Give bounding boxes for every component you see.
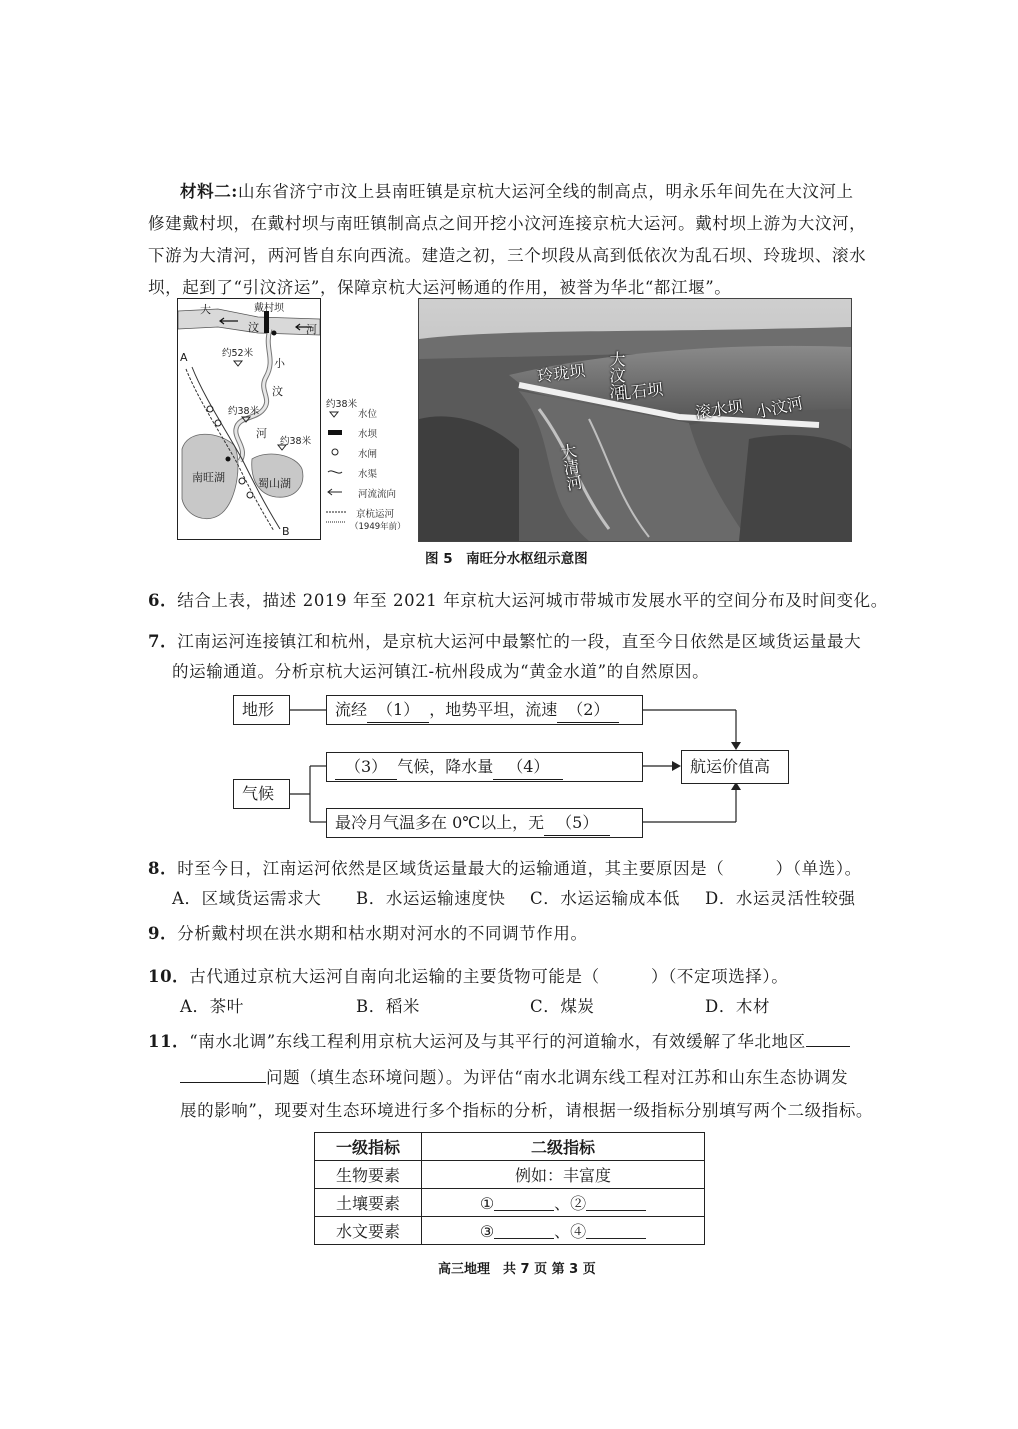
legend-elev-note: 约38米 <box>326 399 358 410</box>
q10-option-a: A．茶叶 <box>180 997 244 1016</box>
table-cell-second: 例如：丰富度 <box>422 1161 705 1189</box>
table-row <box>315 1189 705 1217</box>
map-label-wen2: 汶 <box>272 385 283 398</box>
question-11-line2: 问题（填生态环境问题）。为评估“南水北调东线工程对江苏和山东生态协调发 <box>180 1062 848 1094</box>
q11-blank-part1 <box>806 1026 850 1047</box>
photo-label-gunshui: 滚水坝 <box>694 396 745 423</box>
daicun-point <box>272 331 277 336</box>
photo-label-linglong: 玲珑坝 <box>536 360 587 387</box>
q10-option-b: B．稻米 <box>356 997 421 1016</box>
eco-indicator-table <box>314 1132 705 1245</box>
photo-label-luanshi: 乱石坝 <box>614 379 664 404</box>
table-cell-first: 土壤要素 <box>315 1189 422 1217</box>
material2-line1: 材料二:山东省济宁市汶上县南旺镇是京杭大运河全线的制高点，明永乐年间先在大汶河上 <box>180 182 854 201</box>
map-label-elev2: 约38米 <box>228 406 260 417</box>
flowchart-box-2: （3） 气候，降水量 （4） <box>326 752 643 782</box>
table-cell-first: 水文要素 <box>315 1217 422 1245</box>
blank-5: （5） <box>544 811 610 836</box>
question-7-line2: 的运输通道。分析京杭大运河镇江-杭州段成为“黄金水道”的自然原因。 <box>172 662 710 681</box>
map-drawing <box>178 299 320 539</box>
photo-label-xiaowenhe: 小汶河 <box>753 393 805 422</box>
q8-option-b: B．水运运输速度快 <box>356 889 506 908</box>
legend-canal: 水渠 <box>358 469 378 480</box>
table-header-second-level: 二级指标 <box>422 1133 705 1161</box>
sluice-mark-3 <box>239 478 245 484</box>
map-label-b: B <box>282 525 290 538</box>
q8-option-a: A．区域货运需求大 <box>172 889 322 908</box>
table-cell-first: 生物要素 <box>315 1161 422 1189</box>
q10-option-d: D．木材 <box>705 997 771 1016</box>
blank-4: （4） <box>493 755 563 780</box>
material2-line2: 修建戴村坝，在戴村坝与南旺镇制高点之间开挖小汶河连接京杭大运河。戴村坝上游为大汶河， <box>148 214 867 233</box>
daicun-dam-mark <box>264 311 269 333</box>
material2-label: 材料二: <box>180 182 238 201</box>
legend-water-level: 水位 <box>358 409 378 420</box>
flowchart-terrain-box: 地形 <box>233 695 290 725</box>
page-footer: 高三地理 共 7 页 第 3 页 <box>438 1262 596 1277</box>
table-row <box>315 1161 705 1189</box>
flowchart-climate-box: 气候 <box>233 779 290 809</box>
question-6: 6．结合上表，描述 2019 年至 2021 年京杭大运河城市带城市发展水平的空间分布及时间变化。 <box>148 591 888 610</box>
table-blank-2 <box>586 1192 646 1211</box>
map-label-he2: 河 <box>256 427 267 440</box>
sluice-mark-4 <box>247 492 253 498</box>
table-cell-second: ① 、② <box>422 1189 705 1217</box>
legend-dam: 水坝 <box>358 429 378 440</box>
figure5-caption: 图 5 南旺分水枢纽示意图 <box>425 551 588 567</box>
question-8: 8．时至今日，江南运河依然是区域货运量最大的运输通道，其主要原因是（ ）（单选）。 <box>148 859 862 878</box>
junction-point <box>226 457 231 462</box>
material2-line3: 下游为大清河，两河皆自东向西流。建造之初，三个坝段从高到低依次为乱石坝、玲珑坝、滚水 <box>148 246 867 265</box>
map-label-a: A <box>180 351 188 364</box>
map-label-xiao: 小 <box>274 357 285 370</box>
table-header-first-level: 一级指标 <box>315 1133 422 1161</box>
table-blank-4 <box>586 1220 646 1239</box>
map-label-daicunba: 戴村坝 <box>254 303 284 314</box>
question-11-line1: 11．“南水北调”东线工程利用京杭大运河及与其平行的河道输水，有效缓解了华北地区 <box>148 1026 850 1058</box>
map-label-he: 河 <box>306 323 317 336</box>
table-blank-3 <box>494 1220 554 1239</box>
question-11-line3: 展的影响”，现要对生态环境进行多个指标的分析，请根据一级指标分别填写两个二级指标。 <box>180 1101 874 1120</box>
blank-3: （3） <box>335 755 397 780</box>
sluice-mark-2 <box>215 420 221 426</box>
flowchart-box-1: 流经 （1） ，地势平坦，流速 （2） <box>326 695 643 725</box>
legend-grand-canal: 京杭运河 <box>356 509 395 520</box>
map-label-da: 大 <box>200 303 211 316</box>
photo-label-dawenhe: 大汶河 <box>607 351 626 399</box>
q8-option-d: D．水运灵活性较强 <box>705 889 856 908</box>
legend-flow: 河流流向 <box>358 489 397 500</box>
legend-grand-canal-note: （1949年前） <box>350 522 406 532</box>
flowchart-result-box: 航运价值高 <box>681 750 789 784</box>
blank-1: （1） <box>367 698 429 723</box>
nanwang-schematic-map <box>177 298 321 540</box>
photo-label-daqinghe: 大清河 <box>556 441 585 493</box>
q10-option-c: C．煤炭 <box>530 997 595 1016</box>
q8-option-c: C．水运运输成本低 <box>530 889 681 908</box>
water-level-mark-1 <box>234 361 242 366</box>
table-blank-1 <box>494 1192 554 1211</box>
map-label-elev3: 约38米 <box>280 436 312 447</box>
sluice-mark-1 <box>207 406 213 412</box>
legend-sluice: 水闸 <box>358 449 378 460</box>
photo-drawing <box>419 299 851 541</box>
question-10: 10．古代通过京杭大运河自南向北运输的主要货物可能是（ ）（不定项选择）。 <box>148 967 789 986</box>
map-legend <box>324 400 416 540</box>
blank-2: （2） <box>557 698 619 723</box>
table-cell-second: ③ 、④ <box>422 1217 705 1245</box>
map-label-wen: 汶 <box>248 321 259 334</box>
material2-line4: 坝，起到了“引汶济运”，保障京杭大运河畅通的作用，被誉为华北“都江堰”。 <box>148 278 732 297</box>
table-header-row <box>315 1133 705 1161</box>
question-7-line1: 7．江南运河连接镇江和杭州，是京杭大运河中最繁忙的一段，直至今日依然是区域货运量最大 <box>148 632 862 651</box>
table-row <box>315 1217 705 1245</box>
map-label-shushan-lake: 蜀山湖 <box>258 477 291 490</box>
map-label-elev1: 约52米 <box>222 348 254 359</box>
question-9: 9．分析戴村坝在洪水期和枯水期对河水的不同调节作用。 <box>148 924 588 943</box>
q11-blank-part2 <box>180 1062 266 1083</box>
flowchart-box-3: 最冷月气温多在 0℃以上，无 （5） <box>326 808 643 838</box>
daicun-dam-aerial-photo <box>418 298 852 542</box>
map-label-nanwang-lake: 南旺湖 <box>192 471 225 484</box>
